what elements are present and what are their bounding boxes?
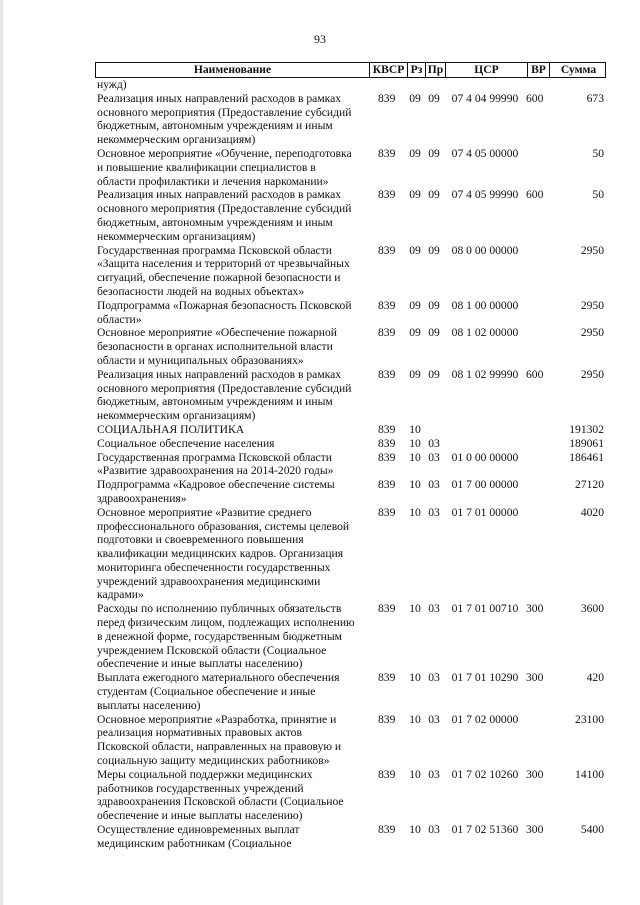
header-vr: ВР <box>527 63 549 77</box>
row-rz: 09 <box>409 91 421 105</box>
row-csr: 01 7 01 00710 <box>451 602 519 616</box>
row-sum: 2950 <box>580 243 604 257</box>
row-name: Реализация иных направлений расходов в рамках основного мероприятия (Предоставление субсидий бюджетным, автономным учреждениям и иным некоммерческим организациям) <box>97 91 352 147</box>
row-sum: 14100 <box>575 767 604 781</box>
row-rz: 09 <box>409 243 421 257</box>
row-pr: 09 <box>428 298 440 312</box>
row-kvsr: 839 <box>378 505 396 519</box>
row-name: Выплата ежегодного материального обеспечения студентам (Социальное обеспечение и иные выплаты населению) <box>97 671 340 712</box>
row-pr: 03 <box>428 450 440 464</box>
row-vr <box>526 713 548 768</box>
row-sum: 673 <box>586 91 604 105</box>
row-rz: 10 <box>409 422 421 436</box>
row-kvsr: 839 <box>378 326 396 340</box>
row-sum: 23100 <box>575 712 604 726</box>
row-rz: 09 <box>409 298 421 312</box>
row-vr <box>526 423 548 437</box>
row-kvsr <box>368 78 406 92</box>
row-rz: 09 <box>409 188 421 202</box>
row-rz <box>406 78 424 92</box>
row-pr: 03 <box>428 712 440 726</box>
table-row <box>95 823 606 851</box>
row-pr: 09 <box>428 243 440 257</box>
row-vr <box>526 299 548 327</box>
row-vr: 300 <box>526 671 544 685</box>
row-rz: 09 <box>409 367 421 381</box>
row-name: Подпрограмма «Пожарная безопасность Псковской области» <box>97 298 352 326</box>
table-row <box>95 478 606 506</box>
row-pr: 03 <box>428 767 440 781</box>
row-name: Расходы по исполнению публичных обязательств перед физическим лицом, подлежащих исполнению в денежной форме, государственным бюджетным учреждением Псковской области (Социальное обеспечение и иные выплаты населению) <box>97 602 355 671</box>
row-sum: 186461 <box>569 450 604 464</box>
table-row <box>95 713 606 768</box>
row-csr <box>444 423 526 437</box>
table-row <box>95 437 606 451</box>
row-sum: 2950 <box>580 367 604 381</box>
row-kvsr: 839 <box>378 146 396 160</box>
row-rz: 10 <box>409 712 421 726</box>
row-vr: 300 <box>526 767 544 781</box>
table-row <box>95 326 606 367</box>
row-pr: 09 <box>428 367 440 381</box>
row-sum: 50 <box>592 188 604 202</box>
row-vr <box>526 326 548 367</box>
row-name: Основное мероприятие «Обеспечение пожарной безопасности в органах исполнительной власти области и муниципальных образованиях» <box>97 326 337 367</box>
row-csr: 08 0 00 00000 <box>451 243 519 257</box>
row-kvsr: 839 <box>378 823 396 837</box>
row-csr: 01 7 02 10260 <box>451 767 519 781</box>
row-vr <box>526 147 548 188</box>
table-body <box>95 78 606 851</box>
row-name: Социальное обеспечение населения <box>97 436 275 450</box>
row-csr: 01 7 02 51360 <box>451 823 519 837</box>
table-header <box>95 62 606 78</box>
table-row <box>95 188 606 243</box>
row-vr <box>526 244 548 299</box>
row-sum: 5400 <box>580 823 604 837</box>
row-rz: 10 <box>409 602 421 616</box>
row-pr <box>424 423 444 437</box>
row-vr <box>526 451 548 479</box>
table-row <box>95 92 606 147</box>
row-kvsr: 839 <box>378 478 396 492</box>
header-kvsr: КВСР <box>369 63 407 77</box>
row-csr: 07 4 04 99990 <box>451 91 519 105</box>
row-pr: 03 <box>428 478 440 492</box>
table-row <box>95 671 606 712</box>
row-sum: 4020 <box>580 505 604 519</box>
row-kvsr: 839 <box>378 602 396 616</box>
row-sum: 2950 <box>580 298 604 312</box>
page-number: 93 <box>314 32 326 46</box>
row-name: Основное мероприятие «Развитие среднего профессионального образования, системы целевой подготовки и своевременного повышения квалификации медицинских кадров. Организация мониторинга обеспеченности государственных учреждений здравоохранения медицинскими кадрами» <box>97 505 350 602</box>
row-pr: 09 <box>428 146 440 160</box>
row-rz: 10 <box>409 505 421 519</box>
row-name: Реализация иных направлений расходов в рамках основного мероприятия (Предоставление субсидий бюджетным, автономным учреждениям и иным некоммерческим организациям) <box>97 367 352 423</box>
row-sum: 3600 <box>580 602 604 616</box>
table-row <box>95 299 606 327</box>
header-name: Наименование <box>193 63 272 76</box>
table-row <box>95 147 606 188</box>
row-name: нужд) <box>97 78 127 91</box>
row-vr <box>526 437 548 451</box>
row-pr: 09 <box>428 188 440 202</box>
row-csr: 01 0 00 00000 <box>451 450 519 464</box>
row-pr: 09 <box>428 91 440 105</box>
row-sum: 189061 <box>569 436 604 450</box>
row-name: Осуществление единовременных выплат медицинским работникам (Социальное <box>97 823 300 850</box>
row-csr: 01 7 00 00000 <box>451 478 519 492</box>
header-sum: Сумма <box>549 63 607 77</box>
row-vr <box>526 78 548 92</box>
header-pr: Пр <box>425 63 445 77</box>
row-kvsr: 839 <box>378 450 396 464</box>
header-csr: ЦСР <box>445 63 527 77</box>
row-sum: 27120 <box>575 478 604 492</box>
row-pr: 03 <box>428 436 440 450</box>
row-pr: 03 <box>428 671 440 685</box>
row-csr: 08 1 00 00000 <box>451 298 519 312</box>
table-row <box>95 506 606 603</box>
row-rz: 09 <box>409 146 421 160</box>
row-name: Государственная программа Псковской области «Защита населения и территорий от чрезвычайных ситуаций, обеспечение пожарной безопасности и безопасности людей на водных объектах» <box>97 243 350 298</box>
row-csr <box>444 437 526 451</box>
table-row <box>95 78 606 92</box>
row-name: СОЦИАЛЬНАЯ ПОЛИТИКА <box>97 422 245 436</box>
row-sum <box>548 78 606 92</box>
row-pr: 03 <box>428 602 440 616</box>
row-kvsr: 839 <box>378 671 396 685</box>
row-csr: 01 7 02 00000 <box>451 712 519 726</box>
row-sum: 420 <box>586 671 604 685</box>
row-rz: 10 <box>409 450 421 464</box>
row-vr: 600 <box>526 91 544 105</box>
row-name: Государственная программа Псковской области «Развитие здравоохранения на 2014-2020 годы» <box>97 450 334 478</box>
row-rz: 10 <box>409 767 421 781</box>
row-name: Основное мероприятие «Разработка, принятие и реализация нормативных правовых актов Псковской области, направленных на правовую и социальную защиту медицинских работников» <box>97 712 342 768</box>
row-pr <box>424 78 444 92</box>
table-row <box>95 423 606 437</box>
table-row <box>95 768 606 823</box>
row-kvsr: 839 <box>378 712 396 726</box>
row-name: Реализация иных направлений расходов в рамках основного мероприятия (Предоставление субсидий бюджетным, автономным учреждениям и иным некоммерческим организациям) <box>97 188 352 243</box>
row-kvsr: 839 <box>378 298 396 312</box>
row-sum: 191302 <box>569 422 604 436</box>
row-csr: 08 1 02 00000 <box>451 326 519 340</box>
table-row <box>95 602 606 671</box>
row-kvsr: 839 <box>378 422 396 436</box>
row-csr: 07 4 05 99990 <box>451 188 519 202</box>
row-csr: 01 7 01 00000 <box>451 505 519 519</box>
row-vr: 300 <box>526 602 544 616</box>
row-kvsr: 839 <box>378 767 396 781</box>
row-kvsr: 839 <box>378 188 396 202</box>
row-kvsr: 839 <box>378 243 396 257</box>
row-vr <box>526 506 548 603</box>
row-rz: 09 <box>409 326 421 340</box>
row-name: Основное мероприятие «Обучение, переподготовка и повышение квалификации специалистов в области профилактики и лечения наркомании» <box>97 146 352 188</box>
scan-edge-shadow <box>0 0 3 905</box>
row-sum: 2950 <box>580 326 604 340</box>
budget-table <box>95 62 606 851</box>
row-rz: 10 <box>409 823 421 837</box>
row-rz: 10 <box>409 436 421 450</box>
row-vr: 300 <box>526 823 544 837</box>
row-csr: 08 1 02 99990 <box>451 367 519 381</box>
row-pr: 09 <box>428 326 440 340</box>
row-kvsr: 839 <box>378 367 396 381</box>
row-vr: 600 <box>526 367 544 381</box>
row-sum: 50 <box>592 146 604 160</box>
table-row <box>95 368 606 423</box>
row-vr <box>526 478 548 506</box>
row-name: Подпрограмма «Кадровое обеспечение системы здравоохранения» <box>97 478 335 505</box>
row-csr: 01 7 01 10290 <box>451 671 519 685</box>
row-pr: 03 <box>428 823 440 837</box>
table-row <box>95 451 606 479</box>
table-row <box>95 244 606 299</box>
row-csr: 07 4 05 00000 <box>451 146 519 160</box>
row-kvsr: 839 <box>378 436 396 450</box>
header-rz: Рз <box>407 63 425 77</box>
row-name: Меры социальной поддержки медицинских работников государственных учреждений здравоохранения Псковской области (Социальное обеспечение и иные выплаты населению) <box>97 767 344 823</box>
row-pr: 03 <box>428 505 440 519</box>
row-kvsr: 839 <box>378 91 396 105</box>
row-vr: 600 <box>526 188 544 202</box>
row-csr <box>444 78 526 92</box>
row-rz: 10 <box>409 671 421 685</box>
row-rz: 10 <box>409 478 421 492</box>
